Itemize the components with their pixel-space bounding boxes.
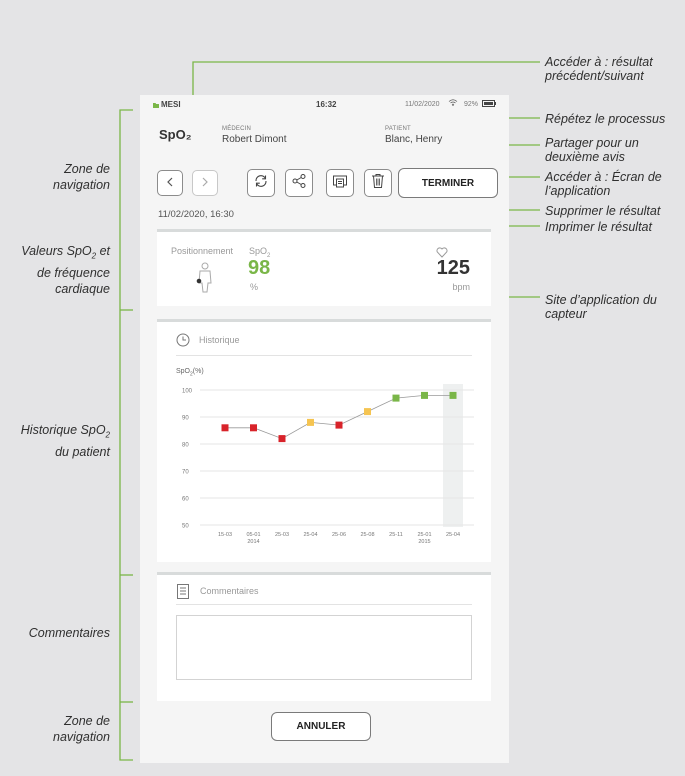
comments-card xyxy=(157,572,491,701)
data-point xyxy=(393,395,400,402)
annotation-navigation-bottom xyxy=(53,713,110,745)
body-figure-icon xyxy=(195,262,215,299)
cancel-button[interactable]: ANNULER xyxy=(271,712,371,741)
patient-name: Blanc, Henry xyxy=(385,134,443,145)
x-tick-label: 25-11 xyxy=(389,532,403,538)
spo2-history-chart xyxy=(157,322,491,559)
data-point xyxy=(364,408,371,415)
annotation-repeat: Répétez le processus xyxy=(545,112,666,126)
x-tick-label: 25-04 xyxy=(445,532,461,538)
status-date: 11/02/2020 xyxy=(405,101,440,108)
document-icon xyxy=(177,584,189,604)
annotation-text: Historique SpO xyxy=(20,423,106,437)
annotation-text: et xyxy=(96,244,110,258)
annotation-text: Zone de xyxy=(64,714,110,728)
annotation-delete: Supprimer le résultat xyxy=(545,204,661,218)
data-point xyxy=(250,424,257,431)
annotation-text: navigation xyxy=(53,178,110,192)
x-tick-label: 25-06 xyxy=(331,532,347,538)
data-point xyxy=(307,419,314,426)
folder-icon xyxy=(153,101,159,110)
annotation-navigation-top xyxy=(53,161,110,193)
chevron-left-icon xyxy=(166,174,174,192)
doctor-name: Robert Dimont xyxy=(222,134,287,145)
annotation-text: Valeurs SpO xyxy=(21,244,92,258)
x-tick-label: 25-08 xyxy=(360,532,375,538)
annotation-text xyxy=(21,422,110,444)
delete-button[interactable] xyxy=(364,169,392,197)
printer-icon xyxy=(332,173,348,194)
spo2-value: 98 xyxy=(248,257,271,279)
data-point xyxy=(222,424,229,431)
y-tick-label: 90 xyxy=(182,415,189,422)
annotation-subscript: 2 xyxy=(91,251,97,261)
print-button[interactable] xyxy=(326,169,354,197)
heart-rate-unit: bpm xyxy=(452,282,470,292)
spo2-label-text: SpO xyxy=(249,246,268,256)
annotation-history xyxy=(21,422,110,460)
annotation-text: Zone de xyxy=(64,162,110,176)
annotation-share: Partager pour un deuxième avis xyxy=(545,136,639,164)
data-point xyxy=(450,392,457,399)
x-tick-label: 25-01 xyxy=(417,532,432,538)
page-title: SpO₂ xyxy=(159,127,192,142)
axis-label-sub: 2 xyxy=(190,371,193,378)
app-name: MESI xyxy=(161,100,181,109)
annotation-prev-next: Accéder à : résultat précédent/suivant xyxy=(545,55,653,83)
annotation-text: du patient xyxy=(55,444,110,459)
repeat-button[interactable] xyxy=(247,169,275,197)
x-tick-year-label: 2015 xyxy=(418,539,431,545)
trash-icon xyxy=(371,173,385,194)
annotation-values xyxy=(21,243,110,297)
selected-column-highlight xyxy=(443,384,463,527)
history-card xyxy=(157,319,491,562)
values-card xyxy=(157,229,491,306)
battery-level: 92% xyxy=(464,101,479,108)
annotation-text xyxy=(21,243,110,265)
share-button[interactable] xyxy=(285,169,313,197)
y-tick-label: 70 xyxy=(182,469,189,476)
annotation-text: de fréquence xyxy=(37,265,110,280)
positioning-label: Positionnement xyxy=(171,246,234,256)
refresh-icon xyxy=(253,173,269,194)
annotation-sensor: Site d’application du capteur xyxy=(545,293,657,321)
comments-textarea[interactable] xyxy=(176,615,472,680)
result-timestamp: 11/02/2020, 16:30 xyxy=(158,209,234,220)
annotation-text: cardiaque xyxy=(55,281,110,296)
history-title: Historique xyxy=(199,335,240,345)
y-tick-label: 50 xyxy=(182,523,189,530)
heart-rate-value: 125 xyxy=(436,257,470,279)
wifi-icon xyxy=(449,99,457,108)
annotation-subscript: 2 xyxy=(105,430,110,440)
divider xyxy=(176,604,472,605)
y-tick-label: 60 xyxy=(182,496,189,503)
data-point xyxy=(279,435,286,442)
axis-label-unit: (%) xyxy=(192,368,204,375)
y-tick-label: 100 xyxy=(182,388,193,395)
doctor-label: MÉDECIN xyxy=(222,126,252,132)
axis-label-text: SpO xyxy=(176,368,191,375)
status-time: 16:32 xyxy=(316,100,337,109)
annotation-text: navigation xyxy=(53,730,110,744)
annotation-print: Imprimer le résultat xyxy=(545,220,652,234)
next-result-button[interactable] xyxy=(192,170,218,196)
data-point xyxy=(421,392,428,399)
chevron-right-icon xyxy=(201,174,209,192)
finish-button[interactable]: TERMINER xyxy=(398,168,498,198)
y-tick-label: 80 xyxy=(182,442,189,449)
patient-label: PATIENT xyxy=(385,126,411,132)
spo2-unit: % xyxy=(250,282,259,292)
annotation-comments: Commentaires xyxy=(28,626,110,640)
annotation-home: Accéder à : Écran de l’application xyxy=(545,170,662,198)
battery-icon xyxy=(482,100,496,109)
device-screen xyxy=(140,95,509,763)
x-tick-label: 05-01 xyxy=(246,532,261,538)
data-point xyxy=(336,422,343,429)
previous-result-button[interactable] xyxy=(157,170,183,196)
share-icon xyxy=(291,173,307,194)
x-tick-year-label: 2014 xyxy=(247,539,260,545)
spo2-label-sub: 2 xyxy=(267,252,271,259)
x-tick-label: 25-03 xyxy=(274,532,290,538)
x-tick-label: 25-04 xyxy=(303,532,318,538)
comments-title: Commentaires xyxy=(200,586,259,596)
status-bar xyxy=(140,95,509,115)
x-tick-label: 15-03 xyxy=(217,532,233,538)
